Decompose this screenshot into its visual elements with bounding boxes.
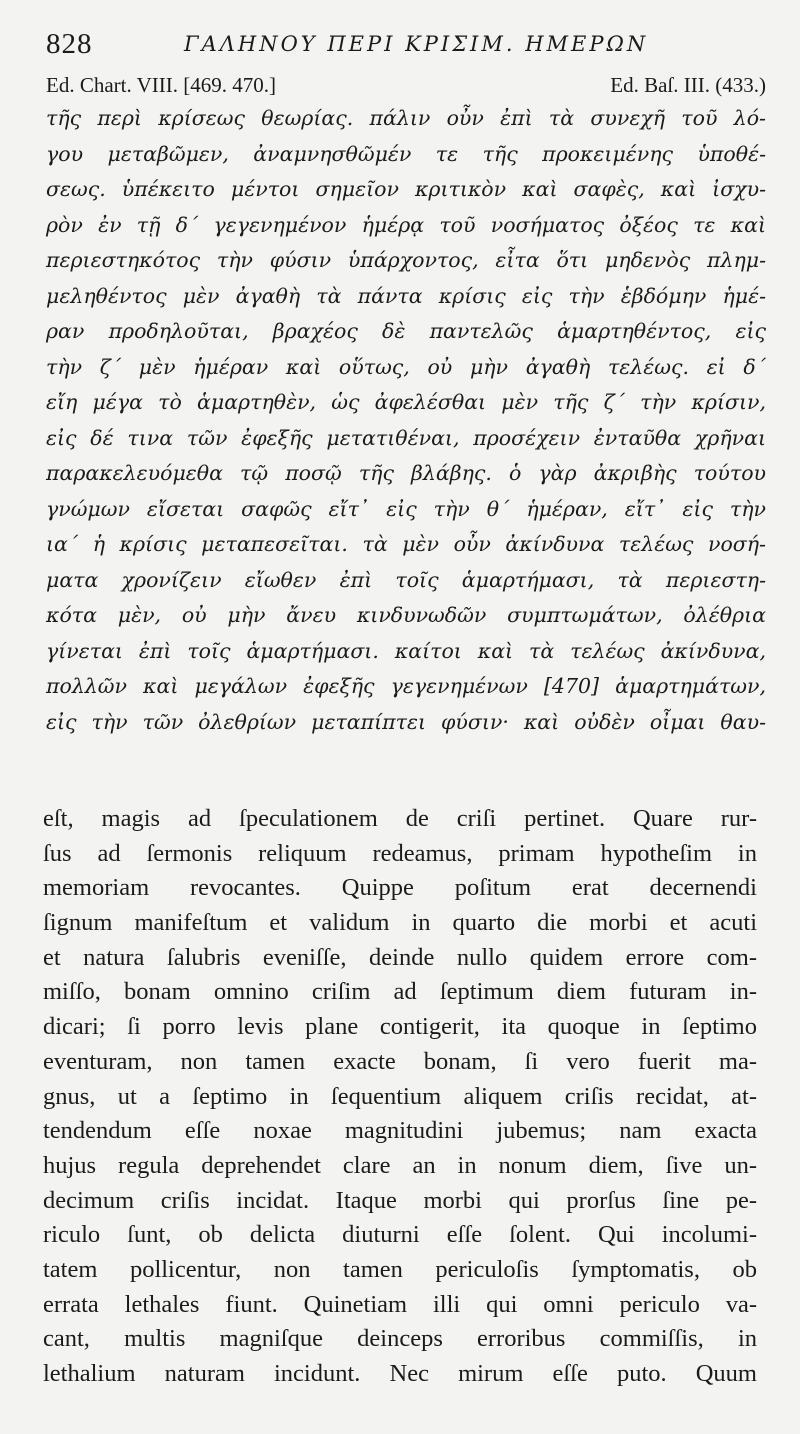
greek-line: περιεστηκότος τὴν φύσιν ὑπάρχοντος, εἶτα ὅτι μηδενὸς πλημ- <box>46 248 766 272</box>
greek-text-block <box>46 101 766 740</box>
greek-line: ια΄ ἡ κρίσις μεταπεσεῖται. τὰ μὲν οὖν ἀκίνδυνα τελέως νοσή- <box>46 532 766 556</box>
latin-line: decimum criſis incidat. Itaque morbi qui prorſus ſine pe- <box>43 1186 757 1214</box>
latin-line: tendendum eſſe noxae magnitudini jubemus; nam exacta <box>43 1117 757 1145</box>
greek-line: τῆς περὶ κρίσεως θεωρίας. πάλιν οὖν ἐπὶ τὰ συνεχῆ τοῦ λό- <box>46 106 766 130</box>
greek-line: γου μεταβῶμεν, ἀναμνησθῶμέν τε τῆς προκειμένης ὑποθέ- <box>46 141 766 166</box>
running-title: ΓΑΛΗΝΟΥ ΠΕΡΙ ΚΡΙΣΙΜ. ΗΜΕΡΩΝ <box>184 32 649 56</box>
latin-line: gnus, ut a ſeptimo in ſequentium aliquem criſis recidat, at- <box>43 1082 757 1110</box>
edition-basel-ref: Ed. Baſ. III. (433.) <box>610 73 766 97</box>
greek-line: εἰς τὴν τῶν ὀλεθρίων μεταπίπτει φύσιν· καὶ οὐδὲν οἶμαι θαυ- <box>46 709 766 734</box>
running-head <box>46 28 756 68</box>
latin-line: cant, multis magniſque deinceps erroribus commiſſis, in <box>43 1325 757 1353</box>
latin-line: lethalium naturam incidunt. Nec mirum eſſe puto. Quum <box>43 1360 757 1387</box>
latin-line: ſignum manifeſtum et validum in quarto die morbi et acuti <box>43 909 757 937</box>
greek-line: παρακελευόμεθα τῷ ποσῷ τῆς βλάβης. ὁ γὰρ ἀκριβὴς τούτου <box>46 461 766 485</box>
latin-line: errata lethales fiunt. Quinetiam illi qui omni periculo va- <box>43 1290 757 1318</box>
latin-line: riculo ſunt, ob delicta diuturni eſſe ſolent. Qui incolumi- <box>43 1221 757 1249</box>
greek-line: ματα χρονίζειν εἴωθεν ἐπὶ τοῖς ἁμαρτήμασι, τὰ περιεστη- <box>46 567 766 592</box>
latin-line: et natura ſalubris eveniſſe, deinde nullo quidem errore com- <box>43 943 757 971</box>
greek-line: ραν προδηλοῦται, βραχέος δὲ παντελῶς ἁμαρτηθέντος, εἰς <box>46 319 766 343</box>
greek-line: εἰς δέ τινα τῶν ἐφεξῆς μετατιθέναι, προσέχειν ἐνταῦθα χρῆναι <box>46 425 766 450</box>
latin-line: eſt, magis ad ſpeculationem de criſi pertinet. Quare rur- <box>43 805 757 832</box>
greek-line: γίνεται ἐπὶ τοῖς ἁμαρτήμασι. καίτοι καὶ τὰ τελέως ἀκίνδυνα, <box>46 638 766 663</box>
greek-line: κότα μὲν, οὐ μὴν ἄνευ κινδυνωδῶν συμπτωμάτων, ὀλέθρια <box>46 603 766 627</box>
greek-line: σεως. ὑπέκειτο μέντοι σημεῖον κριτικὸν καὶ σαφὲς, καὶ ἰσχυ- <box>46 177 766 201</box>
edition-reference-line <box>46 73 766 103</box>
greek-line: ρὸν ἐν τῇ δ΄ γεγενημένον ἡμέρᾳ τοῦ νοσήματος ὀξέος τε καὶ <box>46 212 766 237</box>
latin-line: memoriam revocantes. Quippe poſitum erat decernendi <box>43 874 757 902</box>
latin-line: miſſo, bonam omnino criſim ad ſeptimum diem futuram in- <box>43 978 757 1006</box>
latin-line: eventuram, non tamen exacte bonam, ſi vero fuerit ma- <box>43 1047 757 1075</box>
latin-line: tatem pollicentur, non tamen periculoſis ſymptomatis, ob <box>43 1255 757 1283</box>
latin-line: ſus ad ſermonis reliquum redeamus, primam hypotheſim in <box>43 839 757 867</box>
latin-line: dicari; ſi porro levis plane contigerit, ita quoque in ſeptimo <box>43 1013 757 1041</box>
greek-line: τὴν ζ΄ μὲν ἡμέραν καὶ οὕτως, οὐ μὴν ἀγαθὴ τελέως. εἰ δ΄ <box>46 354 766 379</box>
edition-chartier-ref: Ed. Chart. VIII. [469. 470.] <box>46 73 276 97</box>
latin-text-block <box>43 802 757 1392</box>
page-number: 828 <box>46 28 93 60</box>
greek-line: μεληθέντος μὲν ἀγαθὴ τὰ πάντα κρίσις εἰς τὴν ἑβδόμην ἡμέ- <box>46 283 766 308</box>
greek-line: εἴη μέγα τὸ ἁμαρτηθὲν, ὡς ἀφελέσθαι μὲν τῆς ζ΄ τὴν κρίσιν, <box>46 390 766 414</box>
greek-line: πολλῶν καὶ μεγάλων ἐφεξῆς γεγενημένων [470] ἁμαρτημάτων, <box>46 674 766 698</box>
greek-line: γνώμων εἴσεται σαφῶς εἴτ᾽ εἰς τὴν θ΄ ἡμέραν, εἴτ᾽ εἰς τὴν <box>46 496 766 521</box>
latin-line: hujus regula deprehendet clare an in nonum diem, ſive un- <box>43 1151 757 1179</box>
